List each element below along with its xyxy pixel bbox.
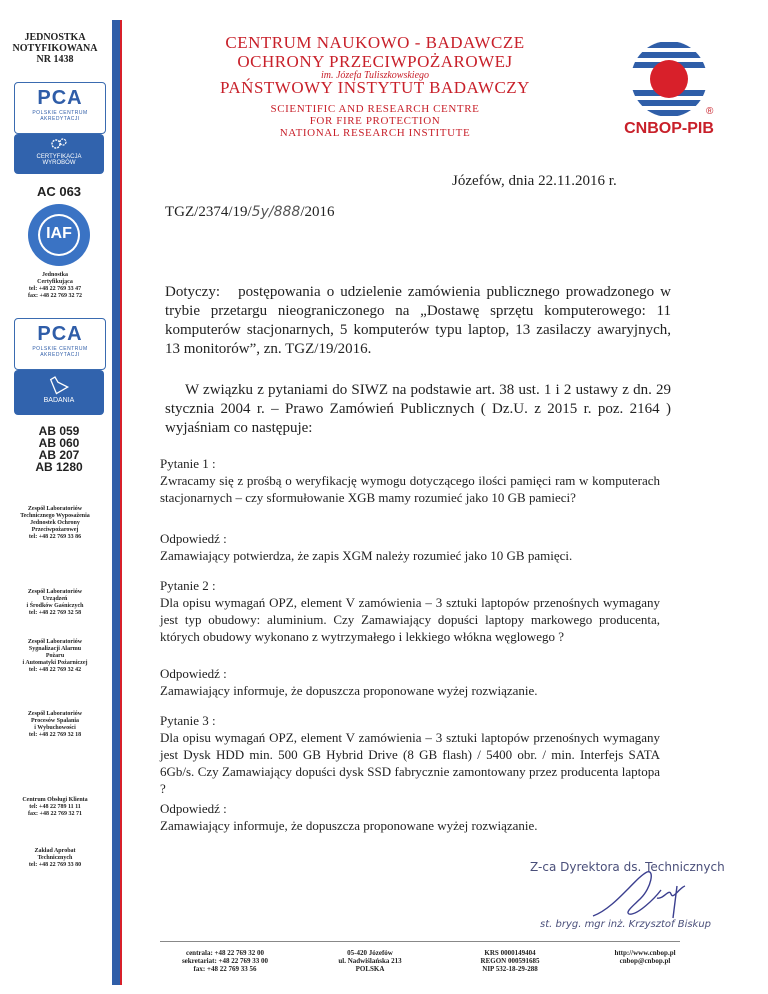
- pca-logo-box: [14, 82, 106, 134]
- footer-line: KRS 0000149404: [484, 949, 536, 957]
- answer-label: Odpowiedź :: [160, 666, 227, 681]
- ac-code: AC 063: [36, 184, 82, 199]
- header-line: NATIONAL RESEARCH INSTITUTE: [279, 127, 471, 139]
- notified-body-header: [0, 32, 110, 65]
- unit-line: tel: +48 22 769 33 80: [28, 862, 82, 868]
- unit-line: Przeciwpożarowej: [31, 527, 79, 533]
- unit-line: i Środków Gaśniczych: [26, 603, 84, 609]
- email-link[interactable]: cnbop@cnbop.pl: [619, 957, 671, 965]
- pca-sub: AKREDYTACJI: [40, 352, 80, 358]
- question-label: Pytanie 2 :: [160, 578, 216, 593]
- ab-code: AB 060: [38, 436, 80, 450]
- cert-unit-contact: [0, 272, 110, 300]
- ab-code: AB 1280: [35, 460, 83, 474]
- unit-line: Jednostek Ochrony: [30, 520, 80, 526]
- footer-registry: [455, 949, 565, 973]
- answer-text: Zamawiający informuje, że dopuszcza proponowane wyżej rozwiązanie.: [160, 818, 538, 833]
- unit-line: tel: +48 22 789 11 11: [29, 804, 81, 810]
- footer-line: NIP 532-18-29-288: [482, 965, 538, 973]
- unit-line: Technicznych: [37, 855, 73, 861]
- sidebar-blue-bar: [112, 20, 120, 985]
- approvals-contact: [0, 848, 110, 869]
- lab-unit-contact: [0, 506, 110, 541]
- pca-logo: PCA: [37, 87, 83, 109]
- footer-line: POLSKA: [355, 965, 385, 973]
- unit-line: Procesów Spalania: [30, 718, 80, 724]
- footer-line: centrala: +48 22 769 32 00: [185, 949, 265, 957]
- website-link[interactable]: http://www.cnbop.pl: [614, 949, 676, 957]
- institution-name: [175, 33, 575, 71]
- unit-line: Zespół Laboratoriów: [27, 589, 83, 595]
- lab-unit-contact: [0, 639, 110, 674]
- research-label: BADANIA: [43, 397, 75, 404]
- cnbop-globe-icon: [630, 40, 708, 118]
- footer-line: 05-420 Józefów: [347, 949, 393, 957]
- ab-code: AB 207: [38, 448, 80, 462]
- ab-code: AB 059: [38, 424, 80, 438]
- footer-line: REGON 000591685: [480, 957, 540, 965]
- cert-label: WYROBÓW: [42, 160, 76, 166]
- unit-line: tel: +48 22 769 33 47: [28, 286, 82, 292]
- ref-prefix: TGZ/2374/19/: [165, 204, 252, 220]
- unit-line: Urządzeń: [42, 596, 68, 602]
- header-line: FOR FIRE PROTECTION: [309, 115, 441, 127]
- unit-line: fax: +48 22 769 32 71: [28, 811, 82, 817]
- unit-line: Zespół Laboratoriów: [27, 506, 83, 512]
- unit-line: Certyfikująca: [37, 279, 73, 285]
- footer-address: [315, 949, 425, 973]
- header-line: NR 1438: [36, 54, 74, 65]
- ref-suffix: /2016: [300, 204, 335, 220]
- footer-line: sekretariat: +48 22 769 33 00: [181, 957, 269, 965]
- unit-line: Sygnalizacji Alarmu: [28, 646, 82, 652]
- subject-text: postępowania o udzielenie zamówienia publicznego prowadzonego w trybie przetargu nieograniczonego na „Dostawę sprzętu komputerowego: 11 komputerów stacjonarnych, 5 komputerów typu laptop, 13 zasilaczy awaryjnych, 13 monitorów”, zn. TGZ/19/2016.: [165, 284, 671, 357]
- unit-line: fax: +48 22 769 32 72: [28, 293, 82, 299]
- unit-line: Centrum Obsługi Klienta: [22, 797, 88, 803]
- header-line: CENTRUM NAUKOWO - BADAWCZE: [225, 33, 525, 52]
- institute-status: PAŃSTWOWY INSTYTUT BADAWCZY: [220, 78, 530, 97]
- answer-label: Odpowiedź :: [160, 801, 227, 816]
- cert-label: CERTYFIKACJA: [36, 154, 82, 160]
- unit-line: Zespół Laboratoriów: [27, 639, 83, 645]
- unit-line: Jednostka: [41, 272, 68, 278]
- unit-line: Pożaru: [45, 653, 65, 659]
- research-badge: [14, 370, 104, 415]
- place-date: Józefów, dnia 22.11.2016 r.: [452, 173, 617, 189]
- unit-line: tel: +48 22 769 32 58: [28, 610, 82, 616]
- ab-codes: [14, 425, 104, 473]
- pca-sub: POLSKIE CENTRUM: [32, 346, 88, 352]
- unit-line: Zakład Aprobat: [34, 848, 76, 854]
- footer-phones: [160, 949, 290, 973]
- header-line: SCIENTIFIC AND RESEARCH CENTRE: [270, 103, 480, 115]
- pca-sub: POLSKIE CENTRUM: [32, 110, 88, 116]
- unit-line: i Automatyki Pożarniczej: [22, 660, 88, 666]
- subject: [165, 283, 671, 359]
- unit-line: Technicznego Wyposażenia: [20, 513, 90, 519]
- unit-line: tel: +48 22 769 33 86: [28, 534, 82, 540]
- unit-line: Zespół Laboratoriów: [27, 711, 83, 717]
- intro-paragraph: W związku z pytaniami do SIWZ na podstawie art. 38 ust. 1 i 2 ustawy z dn. 29 stycznia 2004 r. – Prawo Zamówień Publicznych ( Dz.U. z 2015 r. poz. 2164 ) wyjaśniam co następuje:: [165, 382, 671, 436]
- pca-logo: PCA: [37, 323, 83, 345]
- pca-logo-box-2: [14, 318, 106, 370]
- answer-label: Odpowiedź :: [160, 531, 227, 546]
- gears-icon: [49, 136, 69, 152]
- subject-label: Dotyczy:: [165, 284, 220, 300]
- english-name: [175, 103, 575, 139]
- flask-icon: [48, 373, 70, 395]
- registered-mark: ®: [706, 106, 714, 117]
- cnbop-logo-text: CNBOP-PIB: [624, 120, 714, 137]
- answer-text: Zamawiający potwierdza, że zapis XGM należy rozumieć jako 10 GB pamięci.: [160, 548, 573, 563]
- header-line: JEDNOSTKA: [24, 32, 86, 43]
- unit-line: i Wybuchowości: [34, 725, 76, 731]
- customer-service-contact: [0, 797, 110, 818]
- signatory-title: Z-ca Dyrektora ds. Technicznych: [530, 860, 725, 874]
- footer-divider: [160, 941, 680, 942]
- iaf-logo: [27, 203, 91, 267]
- signatory-name: st. bryg. mgr inż. Krzysztof Biskup: [540, 919, 712, 930]
- question-text: Dla opisu wymagań OPZ, element V zamówienia – 3 sztuki laptopów przenośnych wymagany jest typ obudowy: aluminium. Czy Zamawiający dopuści laptopy markowego producenta, których obudowy wykonano z wytrzymałego i lekkiego włókna węglowego ?: [160, 595, 660, 644]
- footer-line: fax: +48 22 769 33 56: [193, 965, 257, 973]
- certification-badge: [14, 134, 104, 174]
- ref-handwritten: 5y/888: [251, 204, 301, 220]
- question-label: Pytanie 1 :: [160, 456, 216, 471]
- cnbop-logo: [630, 40, 708, 118]
- header-line: NOTYFIKOWANA: [12, 43, 98, 54]
- question-text: Zwracamy się z prośbą o weryfikację wymogu dotyczącego ilości pamięci ram w komputerach stacjonarnych – czy sformułowanie XGB mamy rozumieć jako 10 GB pamieci?: [160, 473, 660, 505]
- sidebar-red-line: [120, 20, 122, 985]
- unit-line: tel: +48 22 769 32 42: [28, 667, 82, 673]
- unit-line: tel: +48 22 769 32 18: [28, 732, 82, 738]
- patron-name: im. Józefa Tuliszkowskiego: [320, 70, 430, 81]
- footer-web: [590, 949, 700, 965]
- question-label: Pytanie 3 :: [160, 713, 216, 728]
- pca-sub: AKREDYTACJI: [40, 116, 80, 122]
- header-line: OCHRONY PRZECIWPOŻAROWEJ: [237, 52, 513, 71]
- lab-unit-contact: [0, 711, 110, 739]
- question-text: Dla opisu wymagań OPZ, element V zamówienia – 3 sztuki laptopów przenośnych wymagany jest Dysk HDD min. 500 GB Hybrid Drive (8 GB flash) / 5400 obr. / min. Interfejs SATA 6Gb/s. Czy Zamawiający dopuści dysk SSD fabrycznie zamontowany przez producenta laptopa ?: [160, 730, 660, 796]
- answer-text: Zamawiający informuje, że dopuszcza proponowane wyżej rozwiązanie.: [160, 683, 538, 698]
- lab-unit-contact: [0, 589, 110, 617]
- iaf-text: IAF: [46, 225, 72, 242]
- footer-line: ul. Nadwiślańska 213: [338, 957, 402, 965]
- reference-number: [165, 203, 334, 222]
